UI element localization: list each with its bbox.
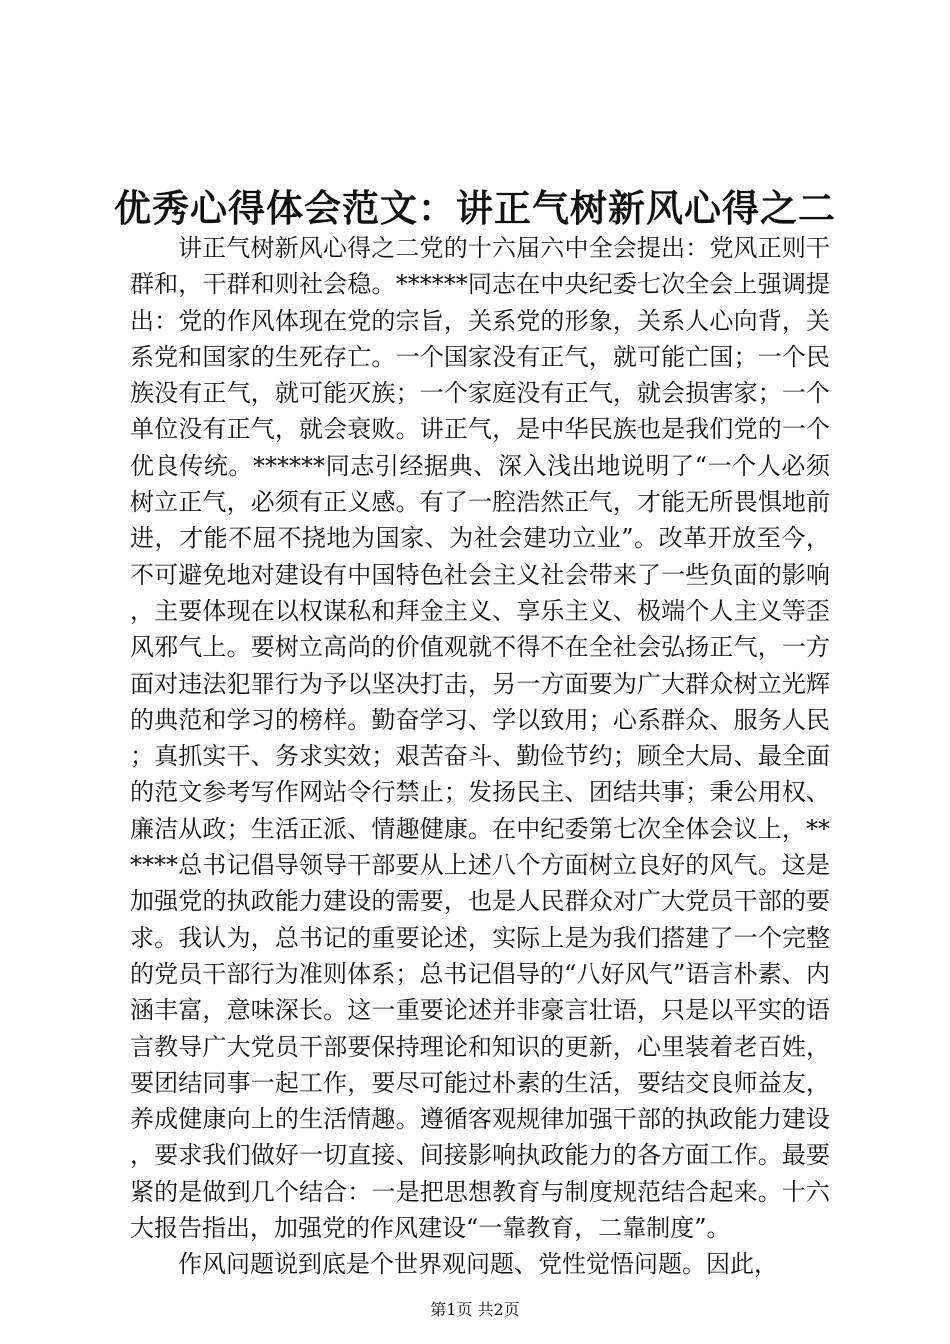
paragraph-2: 作风问题说到底是个世界观问题、党性觉悟问题。因此，	[178, 1250, 778, 1279]
paragraph-1: 讲正气树新风心得之二党的十六届六中全会提出：党风正则干群和，干群和则社会稳。******同志在中央纪委七次全会上强调提出：党的作风体现在党的宗旨，关系党的形象，关系人心向背，关系党和国家的生死存亡。一个国家没有正气，就可能亡国；一个民族没有正气，就可能灭族；一个家庭没有正气，就会损害家；一个单位没有正气，就会衰败。讲正气，是中华民族也是我们党的一个优良传统。******同志引经据典、深入浅出地说明了“一个人必须树立正气，必须有正义感。有了一腔浩然正气，才能无所畏惧地前进，才能不屈不挠地为国家、为社会建功立业”。改革开放至今，不可避免地对建设有中国特色社会主义社会带来了一些负面的影响，主要体现在以权谋私和拜金主义、享乐主义、极端个人主义等歪风邪气上。要树立高尚的价值观就不得不在全社会弘扬正气，一方面对违法犯罪行为予以坚决打击，另一方面要为广大群众树立光辉的典范和学习的榜样。勤奋学习、学以致用；心系群众、服务人民；真抓实干、务求实效；艰苦奋斗、勤俭节约；顾全大局、最全面的范文参考写作网站令行禁止；发扬民主、团结共事；秉公用权、廉洁从政；生活正派、情趣健康。在中纪委第七次全体会议上，******总书记倡导领导干部要从上述八个方面树立良好的风气。这是加强党的执政能力建设的需要，也是人民群众对广大党员干部的要求。我认为，总书记的重要论述，实际上是为我们搭建了一个完整的党员干部行为准则体系；总书记倡导的“八好风气”语言朴素、内涵丰富，意味深长。这一重要论述并非豪言壮语，只是以平实的语言教导广大党员干部要保持理论和知识的更新，心里装着老百姓，要团结同事一起工作，要尽可能过朴素的生活，要结交良师益友，养成健康向上的生活情趣。遵循客观规律加强干部的执政能力建设，要求我们做好一切直接、间接影响执政能力的各方面工作。最要紧的是做到几个结合：一是把思想教育与制度规范结合起来。十六大报告指出，加强党的作风建设“一靠教育，二靠制度”。	[130, 234, 830, 1243]
page-footer: 第1页 共2页	[430, 1300, 520, 1319]
document-body	[130, 230, 830, 1283]
document-title: 优秀心得体会范文：讲正气树新风心得之二	[114, 186, 836, 230]
